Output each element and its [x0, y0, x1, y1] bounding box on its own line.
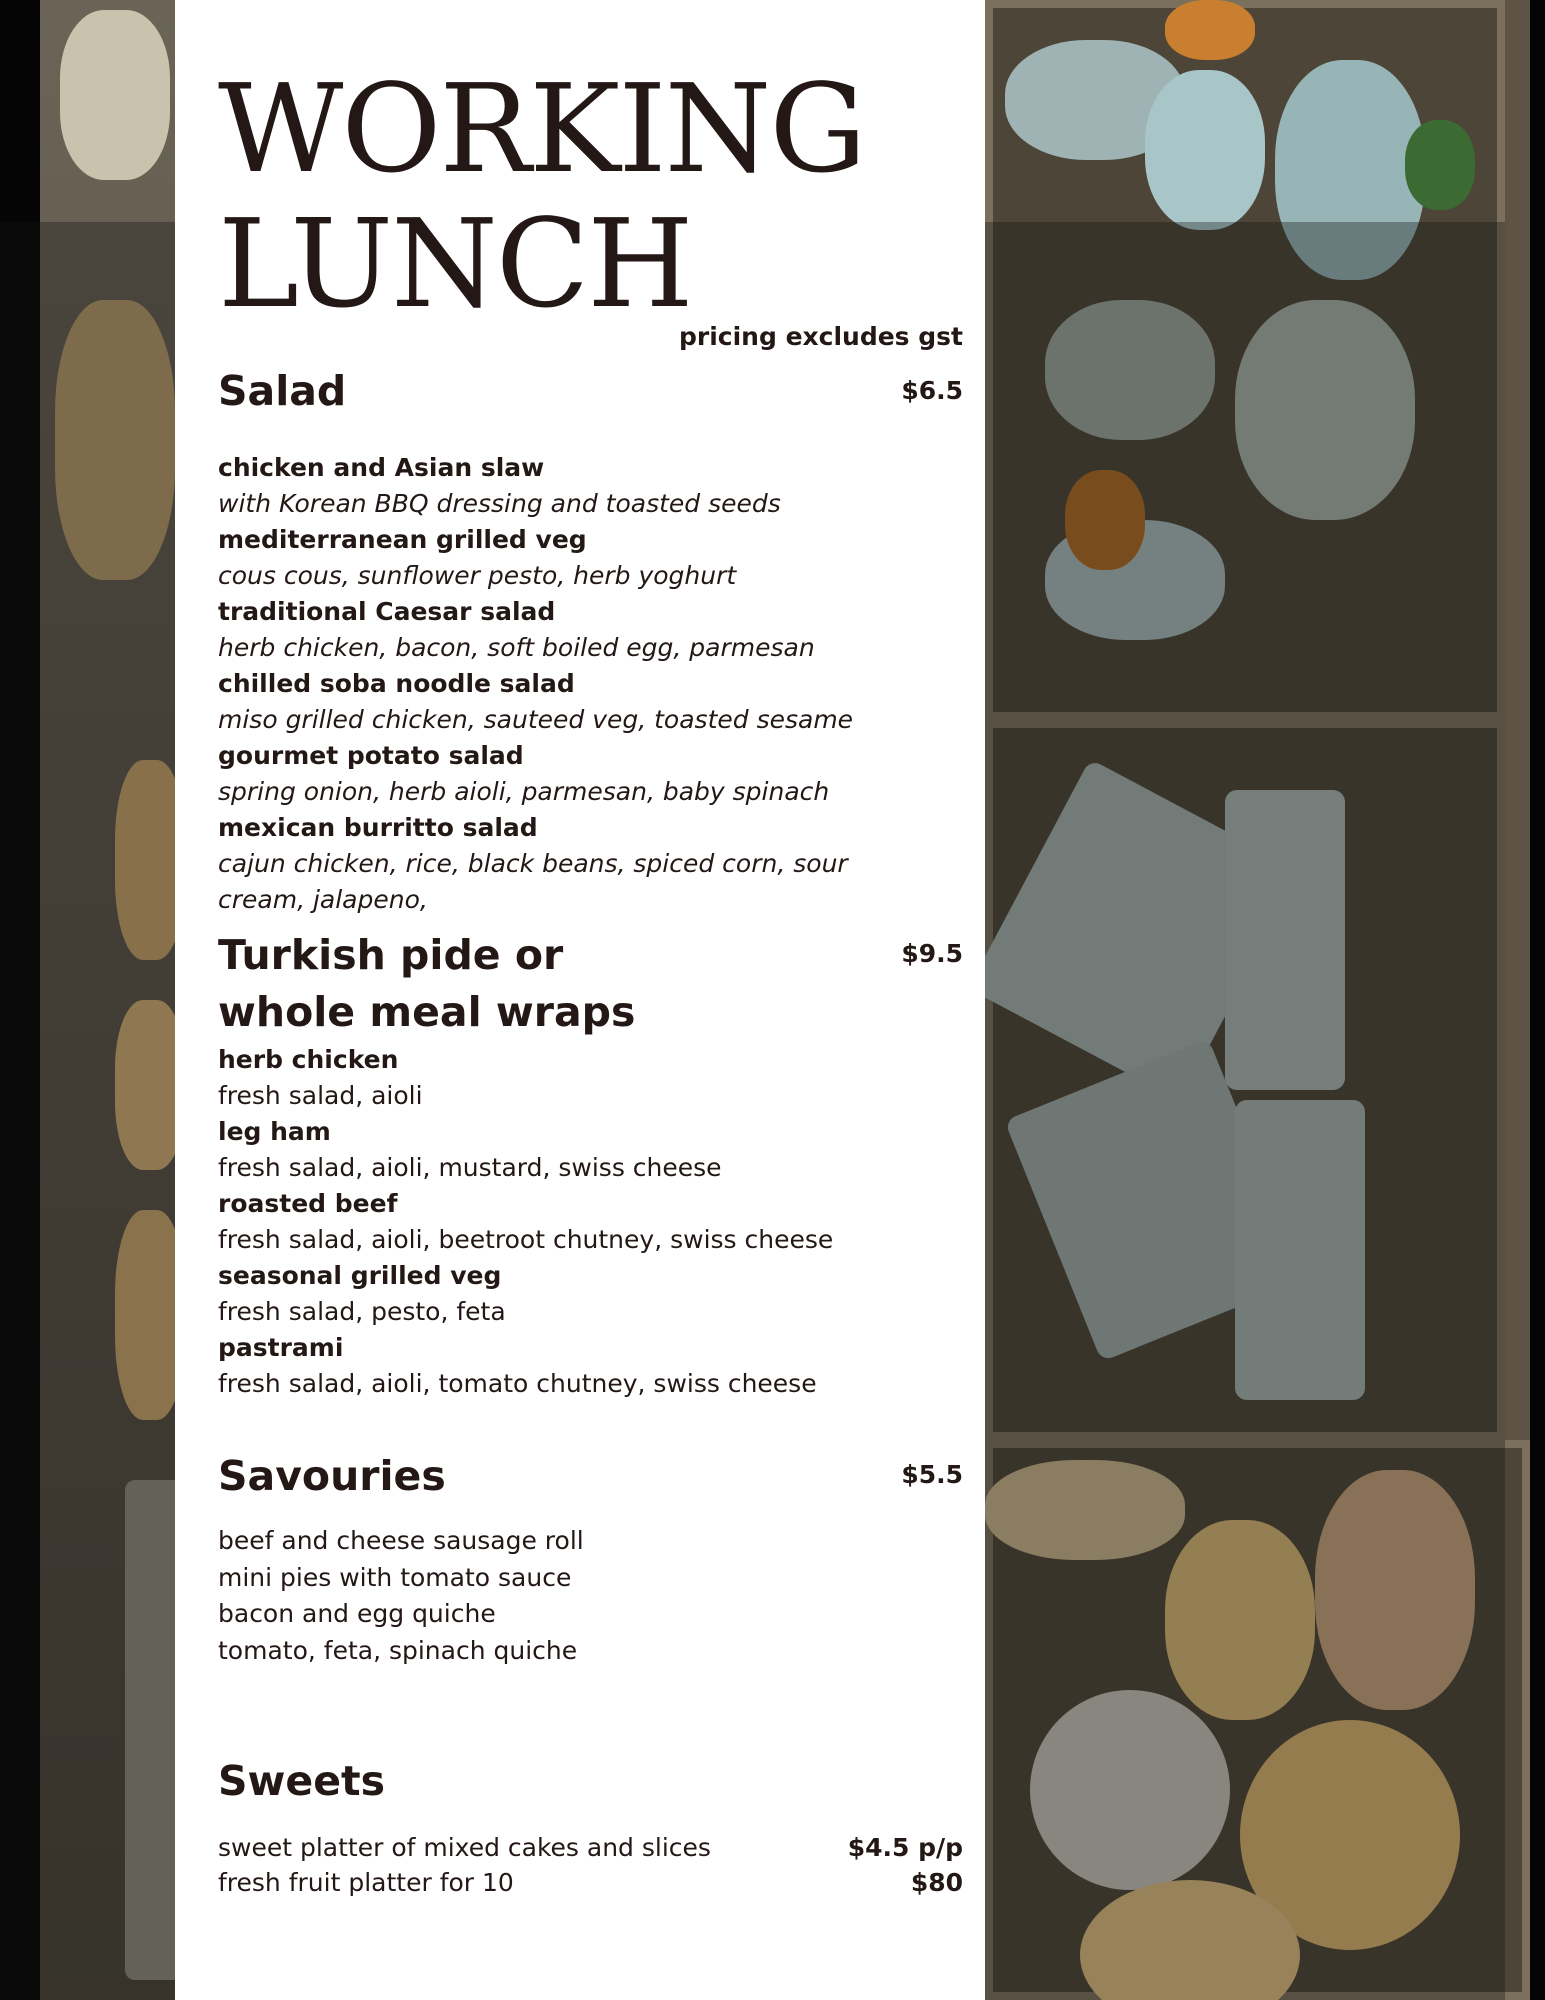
item-name: gourmet potato salad [218, 741, 524, 770]
list-item [218, 1830, 963, 1865]
item-name: traditional Caesar salad [218, 597, 556, 626]
sweets-list [218, 1830, 963, 1900]
salad-heading: Salad [218, 367, 347, 415]
list-item [218, 666, 958, 738]
item-name: chicken and Asian slaw [218, 453, 545, 482]
item-description: fresh salad, pesto, feta [218, 1297, 506, 1326]
item-price: $4.5 p/p [847, 1833, 963, 1862]
item-name: mexican burritto salad [218, 813, 538, 842]
item-description: spring onion, herb aioli, parmesan, baby spinach [218, 777, 830, 806]
item-description: herb chicken, bacon, soft boiled egg, parmesan [218, 633, 815, 662]
item-price: $80 [910, 1868, 963, 1897]
list-item [218, 810, 958, 918]
list-item: tomato, feta, spinach quiche [218, 1635, 578, 1665]
item-description: with Korean BBQ dressing and toasted seeds [218, 489, 781, 518]
item-description: cous cous, sunflower pesto, herb yoghurt [218, 561, 737, 590]
wraps-heading-line-2: whole meal wraps [218, 988, 636, 1036]
item-description: cajun chicken, rice, black beans, spiced corn, sour cream, jalapeno, [218, 849, 848, 914]
item-name: mediterranean grilled veg [218, 525, 587, 554]
item-description: fresh salad, aioli, tomato chutney, swiss cheese [218, 1369, 817, 1398]
list-item: beef and cheese sausage roll [218, 1526, 584, 1555]
savouries-price: $5.5 [901, 1460, 963, 1489]
menu-panel [175, 0, 985, 2000]
item-description: miso grilled chicken, sauteed veg, toasted sesame [218, 705, 854, 734]
title-line-1: WORKING [218, 58, 865, 200]
sweets-heading: Sweets [218, 1757, 386, 1805]
item-name: fresh fruit platter for 10 [218, 1868, 514, 1897]
list-item [218, 1186, 958, 1258]
list-item [218, 594, 958, 666]
item-description: fresh salad, aioli [218, 1081, 423, 1110]
list-item [218, 1114, 958, 1186]
wraps-price: $9.5 [901, 939, 963, 968]
item-name: sweet platter of mixed cakes and slices [218, 1833, 711, 1862]
item-description: fresh salad, aioli, mustard, swiss cheese [218, 1153, 722, 1182]
salad-list [218, 450, 958, 918]
list-item [218, 1042, 958, 1114]
item-name: pastrami [218, 1333, 344, 1362]
item-name: roasted beef [218, 1189, 398, 1218]
savouries-list [218, 1523, 958, 1669]
list-item [218, 1865, 963, 1900]
salad-price: $6.5 [901, 376, 963, 405]
list-item [218, 522, 958, 594]
list-item [218, 450, 958, 522]
wraps-heading-line-1: Turkish pide or [218, 931, 564, 979]
pricing-note: pricing excludes gst [678, 322, 963, 351]
savouries-heading: Savouries [218, 1452, 446, 1500]
item-name: seasonal grilled veg [218, 1261, 502, 1290]
list-item [218, 1330, 958, 1402]
list-item: bacon and egg quiche [218, 1599, 496, 1628]
list-item [218, 1258, 958, 1330]
item-name: leg ham [218, 1117, 331, 1146]
item-description: fresh salad, aioli, beetroot chutney, swiss cheese [218, 1225, 834, 1254]
menu-title [218, 58, 865, 335]
item-name: chilled soba noodle salad [218, 669, 575, 698]
list-item: mini pies with tomato sauce [218, 1562, 572, 1592]
list-item [218, 738, 958, 810]
wraps-list [218, 1042, 958, 1402]
title-line-2: LUNCH [218, 193, 692, 335]
item-name: herb chicken [218, 1045, 399, 1074]
